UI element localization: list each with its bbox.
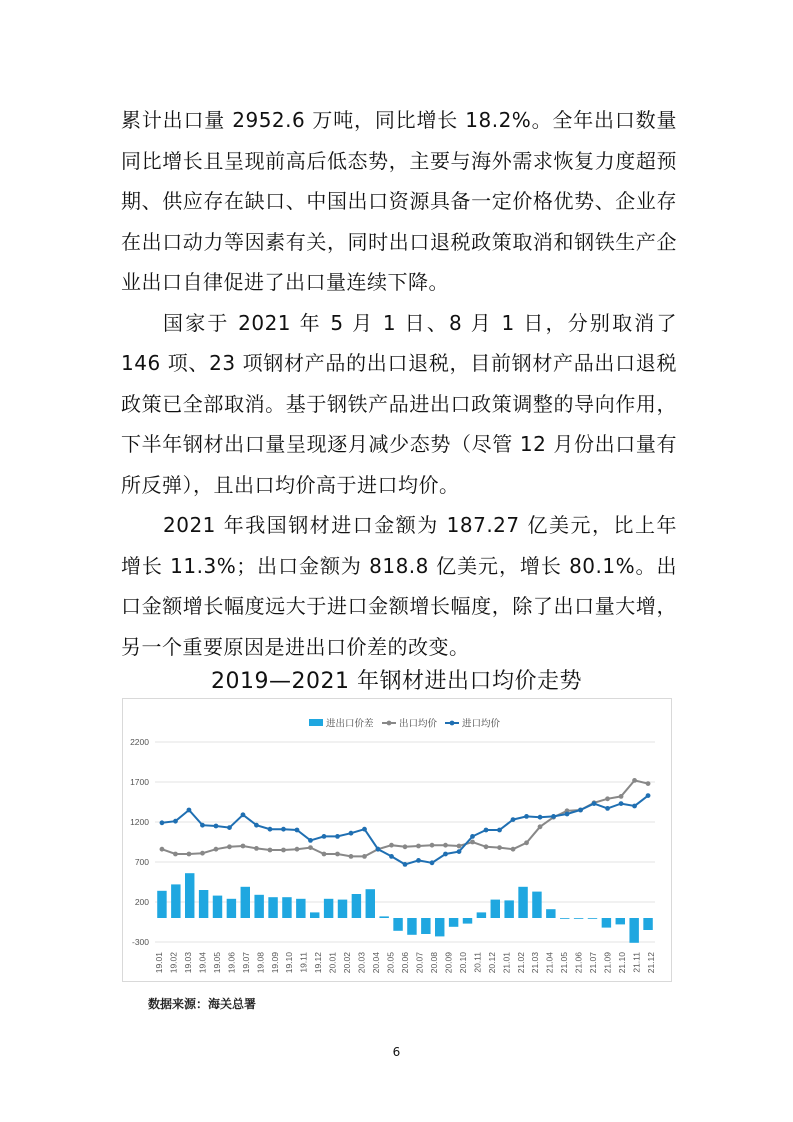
line-point bbox=[470, 840, 475, 845]
bar bbox=[449, 918, 458, 927]
paragraph: 累计出口量 2952.6 万吨，同比增长 18.2%。全年出口数量同比增长且呈现前高后低态势，主要与海外需求恢复力度超预期、供应存在缺口、中国出口资源具备一定价格优势、企业存在出口动力等因素有关，同时出口退税政策取消和钢铁生产企业出口自律促进了出口量连续下降。 bbox=[121, 108, 677, 294]
x-tick-label: 21.09 bbox=[602, 952, 613, 974]
line-point bbox=[497, 845, 502, 850]
line-point bbox=[335, 834, 340, 839]
line-point bbox=[565, 812, 570, 817]
x-tick-label: 19.03 bbox=[182, 952, 193, 974]
line-point bbox=[308, 838, 313, 843]
x-tick-label: 20.08 bbox=[428, 952, 439, 974]
line-point bbox=[362, 827, 367, 832]
line-point bbox=[443, 852, 448, 857]
line-point bbox=[605, 806, 610, 811]
price-trend-chart bbox=[122, 698, 672, 982]
line-point bbox=[160, 847, 165, 852]
x-tick-label: 20.12 bbox=[486, 952, 497, 974]
line-point bbox=[538, 815, 543, 820]
line-point bbox=[227, 825, 232, 830]
bar bbox=[241, 887, 250, 918]
line-point bbox=[578, 808, 583, 813]
bar bbox=[546, 909, 555, 918]
paragraph: 国家于 2021 年 5 月 1 日、8 月 1 日，分别取消了 146 项、23 项钢材产品的出口退税，目前钢材产品出口退税政策已全部取消。基于钢铁产品进出口政策调整的导向作用，下半年钢材出口量呈现逐月减少态势（尽管 12 月份出口量有所反弹），且出口均价高于进口均价。 bbox=[121, 310, 677, 497]
line-point bbox=[646, 781, 651, 786]
y-tick-label: 200 bbox=[134, 897, 149, 907]
line-point bbox=[322, 852, 327, 857]
x-tick-label: 20.09 bbox=[443, 952, 454, 974]
x-tick-label: 21.03 bbox=[530, 952, 541, 974]
series-line bbox=[162, 796, 648, 865]
x-tick-label: 21.07 bbox=[588, 952, 599, 974]
line-point bbox=[173, 852, 178, 857]
bar bbox=[504, 900, 513, 918]
line-point bbox=[524, 840, 529, 845]
bar bbox=[602, 918, 611, 928]
x-tick-label: 20.03 bbox=[356, 952, 367, 974]
legend-label: 出口均价 bbox=[399, 718, 438, 730]
legend-label: 进出口价差 bbox=[326, 718, 374, 730]
line-point bbox=[443, 843, 448, 848]
bar bbox=[588, 918, 597, 919]
line-point bbox=[470, 834, 475, 839]
paragraph: 2021 年我国钢材进口金额为 187.27 亿美元，比上年增长 11.3%；出口金额为 818.8 亿美元，增长 80.1%。出口金额增长幅度远大于进口金额增长幅度，除了出口量大增，另一个重要原因是进出口价差的改变。 bbox=[121, 513, 677, 659]
x-tick-label: 20.01 bbox=[327, 952, 338, 974]
x-tick-label: 20.02 bbox=[342, 952, 353, 974]
x-tick-label: 20.07 bbox=[414, 952, 425, 974]
x-tick-label: 19.11 bbox=[298, 952, 309, 973]
line-point bbox=[281, 848, 286, 853]
y-tick-label: 700 bbox=[134, 857, 149, 867]
x-tick-label: 21.05 bbox=[559, 952, 570, 974]
legend-swatch-point bbox=[450, 721, 455, 726]
x-tick-label: 19.10 bbox=[284, 952, 295, 974]
x-tick-label: 20.06 bbox=[400, 952, 410, 974]
line-point bbox=[200, 851, 205, 856]
chart-svg bbox=[123, 699, 671, 981]
bar bbox=[560, 918, 569, 919]
legend-swatch-point bbox=[387, 721, 392, 726]
bar bbox=[393, 918, 402, 931]
bar bbox=[199, 890, 208, 918]
page-number: 6 bbox=[392, 1045, 401, 1059]
line-point bbox=[403, 862, 408, 867]
line-point bbox=[403, 844, 408, 849]
bar bbox=[379, 916, 388, 918]
line-point bbox=[511, 817, 516, 822]
x-tick-label: 21.10 bbox=[617, 952, 628, 974]
line-point bbox=[511, 847, 516, 852]
line-point bbox=[484, 828, 489, 833]
line-point bbox=[389, 843, 394, 848]
line-point bbox=[335, 852, 340, 857]
line-point bbox=[268, 848, 273, 853]
x-tick-label: 21.02 bbox=[515, 952, 526, 974]
x-tick-label: 19.12 bbox=[313, 952, 324, 974]
line-point bbox=[241, 812, 246, 817]
line-point bbox=[200, 823, 205, 828]
line-point bbox=[349, 854, 354, 859]
bar bbox=[616, 918, 625, 924]
y-tick-label: 1700 bbox=[130, 777, 149, 787]
x-tick-label: 20.05 bbox=[385, 952, 396, 974]
line-point bbox=[362, 854, 367, 859]
bar bbox=[296, 899, 305, 918]
line-point bbox=[173, 819, 178, 824]
line-point bbox=[389, 854, 394, 859]
line-point bbox=[646, 793, 651, 798]
line-point bbox=[605, 796, 610, 801]
bar bbox=[254, 895, 263, 918]
bar bbox=[477, 912, 486, 918]
bar bbox=[491, 900, 500, 918]
bar bbox=[421, 918, 430, 934]
line-point bbox=[551, 814, 556, 819]
line-point bbox=[214, 824, 219, 829]
line-point bbox=[281, 827, 286, 832]
x-tick-label: 21.06 bbox=[573, 952, 584, 974]
x-tick-label: 19.07 bbox=[240, 952, 251, 974]
bar bbox=[324, 899, 333, 918]
source-note: 数据来源：海关总署 bbox=[148, 997, 257, 1011]
line-point bbox=[268, 827, 273, 832]
chart-title: 2019—2021 年钢材进出口均价走势 bbox=[211, 669, 582, 694]
bar bbox=[338, 900, 347, 918]
legend-swatch bbox=[309, 719, 323, 726]
x-tick-label: 21.12 bbox=[646, 952, 656, 974]
y-tick-label: -300 bbox=[131, 937, 149, 947]
bar bbox=[435, 918, 444, 936]
line-point bbox=[254, 823, 259, 828]
legend-label: 进口均价 bbox=[462, 718, 501, 730]
x-tick-label: 21.04 bbox=[544, 952, 555, 974]
x-tick-label: 19.08 bbox=[255, 952, 266, 974]
bar bbox=[268, 897, 277, 918]
bar bbox=[574, 918, 583, 919]
x-tick-label: 19.06 bbox=[226, 952, 237, 974]
bar bbox=[185, 873, 194, 918]
line-point bbox=[295, 847, 300, 852]
y-tick-label: 1200 bbox=[130, 817, 149, 827]
line-point bbox=[619, 794, 624, 799]
bar bbox=[366, 889, 375, 918]
line-point bbox=[214, 847, 219, 852]
line-point bbox=[430, 860, 435, 865]
line-point bbox=[160, 820, 165, 825]
bar bbox=[518, 887, 527, 918]
line-point bbox=[457, 844, 462, 849]
x-tick-label: 20.10 bbox=[457, 952, 468, 974]
line-point bbox=[484, 844, 489, 849]
line-point bbox=[322, 834, 327, 839]
body-text bbox=[121, 100, 677, 667]
x-tick-label: 19.09 bbox=[269, 952, 280, 974]
line-point bbox=[416, 844, 421, 849]
line-point bbox=[457, 849, 462, 854]
line-point bbox=[187, 808, 192, 813]
line-point bbox=[524, 814, 529, 819]
bar bbox=[157, 891, 166, 918]
bar bbox=[532, 892, 541, 918]
line-point bbox=[241, 844, 246, 849]
bar bbox=[629, 918, 638, 943]
x-tick-label: 21.01 bbox=[501, 952, 512, 974]
line-point bbox=[254, 846, 259, 851]
line-point bbox=[632, 804, 637, 809]
bar bbox=[282, 897, 291, 918]
x-tick-label: 19.02 bbox=[168, 952, 179, 974]
line-point bbox=[430, 843, 435, 848]
bar bbox=[310, 912, 319, 918]
line-point bbox=[308, 845, 313, 850]
line-point bbox=[632, 778, 637, 783]
line-point bbox=[592, 801, 597, 806]
bar bbox=[171, 884, 180, 918]
bar bbox=[213, 896, 222, 918]
bar bbox=[227, 899, 236, 918]
bar bbox=[463, 918, 472, 924]
x-tick-label: 19.05 bbox=[211, 952, 222, 974]
line-point bbox=[295, 828, 300, 833]
x-tick-label: 20.04 bbox=[371, 952, 382, 974]
line-point bbox=[497, 828, 502, 833]
line-point bbox=[187, 852, 192, 857]
line-point bbox=[538, 824, 543, 829]
line-point bbox=[376, 847, 381, 852]
y-tick-label: 2200 bbox=[130, 737, 149, 747]
x-tick-label: 19.01 bbox=[154, 952, 164, 974]
x-tick-label: 19.04 bbox=[197, 952, 208, 974]
bar bbox=[643, 918, 652, 930]
line-point bbox=[619, 801, 624, 806]
bar bbox=[407, 918, 416, 935]
bar bbox=[352, 894, 361, 918]
line-point bbox=[227, 844, 232, 849]
line-point bbox=[349, 831, 354, 836]
line-point bbox=[416, 858, 421, 863]
x-tick-label: 21.11 bbox=[631, 952, 642, 973]
x-tick-label: 20.11 bbox=[472, 952, 483, 973]
